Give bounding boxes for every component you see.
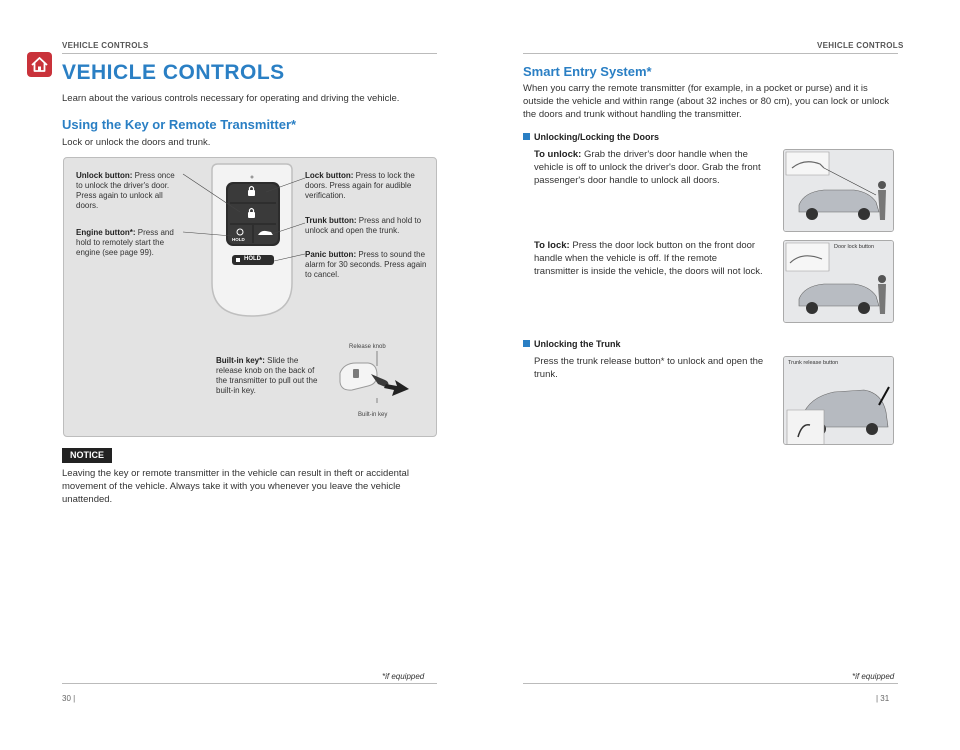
lock-button-label: Lock button:: [305, 171, 354, 180]
right-section-label: VEHICLE CONTROLS: [817, 41, 904, 50]
right-header-rule: [523, 53, 898, 54]
to-unlock-paragraph: [534, 148, 764, 187]
left-section-label: VEHICLE CONTROLS: [62, 41, 149, 50]
smart-entry-heading: Smart Entry System*: [523, 64, 652, 79]
to-unlock-text: Grab the driver's door handle when the vehicle is off to unlock the driver's door. Grab the front passenger's door handle to unlock all doors.: [534, 149, 761, 186]
to-lock-text: Press the door lock button on the front door handle when the vehicle is off. If the remote transmitter is inside the vehicle, the doors will not lock.: [534, 240, 763, 277]
engine-button-text: Press and hold to remotely start the engine (see page 99).: [76, 228, 174, 257]
trunk-paragraph: Press the trunk release button* to unlock and open the trunk.: [534, 356, 764, 380]
lock-button-callout: [305, 171, 427, 201]
to-lock-paragraph: [534, 239, 764, 278]
builtin-key-text: Slide the release knob on the back of the transmitter to pull out the built-in key.: [216, 356, 318, 395]
home-button[interactable]: [27, 52, 52, 77]
to-lock-label: To lock:: [534, 240, 570, 251]
panic-button-callout: [305, 250, 427, 280]
trunk-release-caption: Trunk release button: [788, 360, 839, 366]
car-unlock-icon: [784, 150, 894, 232]
right-page-number: | 31: [876, 694, 890, 703]
key-section-subtitle: Lock or unlock the doors and trunk.: [62, 137, 211, 148]
doors-subheading-text: Unlocking/Locking the Doors: [534, 132, 660, 142]
panic-button-label: Panic button:: [305, 250, 357, 259]
unlock-button-callout: [76, 171, 183, 211]
right-footer-rule: [523, 683, 898, 684]
trunk-release-icon: [784, 357, 894, 445]
fob-hold-small-label: HOLD: [232, 237, 245, 242]
left-footnote: *if equipped: [382, 672, 425, 681]
trunk-subheading: [523, 339, 621, 349]
trunk-subheading-text: Unlocking the Trunk: [534, 339, 621, 349]
trunk-button-label: Trunk button:: [305, 216, 357, 225]
builtin-key-caption: Built-in key: [358, 412, 388, 418]
engine-button-callout: [76, 228, 183, 258]
home-icon: [27, 52, 52, 77]
intro-text: Learn about the various controls necessary for operating and driving the vehicle.: [62, 93, 400, 104]
to-unlock-label: To unlock:: [534, 149, 582, 160]
fob-hold-big-label: HOLD: [244, 256, 261, 262]
doors-bullet-icon: [523, 133, 530, 140]
right-footnote: *if equipped: [852, 672, 895, 681]
lock-button-text: Press to lock the doors. Press again for audible verification.: [305, 171, 415, 200]
builtin-key-callout: [216, 356, 324, 396]
smart-entry-intro: When you carry the remote transmitter (for example, in a pocket or purse) and it is outside the vehicle and within range (about 32 inches or 80 cm), you can lock or unlock the doors and trunk without handling the transmitter.: [523, 83, 889, 120]
door-lock-caption: Door lock button: [834, 244, 875, 250]
unlock-illustration: [783, 149, 894, 232]
unlock-button-text: Press once to unlock the driver's door. Press again to unlock all doors.: [76, 171, 175, 210]
doors-subheading: [523, 132, 659, 142]
page-title: VEHICLE CONTROLS: [62, 61, 285, 84]
left-header-rule: [62, 53, 437, 54]
key-illustration-panel: [63, 157, 437, 437]
panic-button-text: Press to sound the alarm for 30 seconds. Press again to cancel.: [305, 250, 427, 279]
lock-illustration: [783, 240, 894, 323]
trunk-illustration: [783, 356, 894, 445]
release-knob-caption: Release knob: [349, 344, 386, 350]
trunk-button-text: Press and hold to unlock and open the trunk.: [305, 216, 422, 235]
trunk-bullet-icon: [523, 340, 530, 347]
left-page-number: 30 |: [62, 694, 76, 703]
trunk-button-callout: [305, 216, 427, 236]
key-section-heading: Using the Key or Remote Transmitter*: [62, 117, 297, 132]
notice-badge: NOTICE: [62, 448, 112, 463]
builtin-key-label: Built-in key*:: [216, 356, 265, 365]
engine-button-label: Engine button*:: [76, 228, 136, 237]
left-footer-rule: [62, 683, 437, 684]
notice-text: Leaving the key or remote transmitter in the vehicle can result in theft or accidental movement of the vehicle. Always take it with you whenever you leave the vehicle unattended.: [62, 468, 409, 505]
unlock-button-label: Unlock button:: [76, 171, 133, 180]
car-lock-icon: [784, 241, 894, 323]
